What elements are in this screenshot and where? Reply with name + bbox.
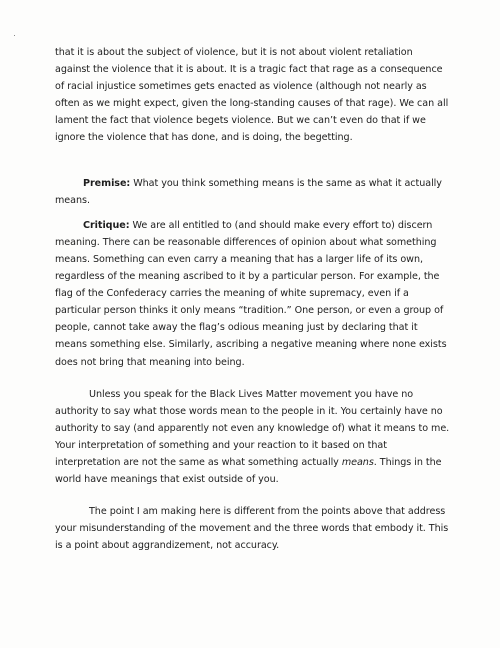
critique-label: Critique: (83, 219, 130, 231)
authority-text-after: . Things in the world have meanings that exist outside of you. (55, 456, 442, 486)
premise-label: Premise: (83, 177, 131, 189)
paragraph-point: The point I am making here is different from the points above that address your misunderstanding of the movement and the three words that embody it. This is a point about aggrandizement, not accuracy. (55, 506, 449, 552)
premise-text: What you think something means is the same as what it actually means. (55, 177, 442, 206)
authority-emphasis: means (341, 456, 374, 468)
paragraph-authority (55, 386, 450, 489)
document-body (55, 44, 450, 554)
authority-text-before: Unless you speak for the Black Lives Matter movement you have no authority to say what those words mean to the people in it. You certainly have no authority to say (and apparently not even any knowledge of) what it means to me. Your interpretation of something and your reaction to it based on that interpretation are not the same as what something actually (55, 388, 450, 468)
paragraph-violence: that it is about the subject of violence, but it is not about violent retaliation against the violence that it is about. It is a tragic fact that rage as a consequence of racial injustice sometimes gets enacted as violence (although not nearly as often as we might expect, given the long-standing causes of that rage). We can all lament the fact that violence begets violence. But we can’t even do that if we ignore the violence that has done, and is doing, the begetting. (55, 47, 449, 144)
critique-text: We are all entitled to (and should make every effort to) discern meaning. There can be reasonable differences of opinion about what something means. Something can even carry a meaning that has a larger life of its own, regardless of the meaning ascribed to it by a particular person. For example, the flag of the Confederacy carries the meaning of white supremacy, even if a particular person thinks it only means “tradition.” One person, or even a group of people, cannot take away the flag’s odious meaning just by declaring that it means something else. Similarly, ascribing a negative meaning where none exists does not bring that meaning into being. (55, 219, 447, 368)
scan-speck (14, 35, 15, 36)
paragraph-critique (55, 217, 450, 371)
paragraph-premise (55, 175, 450, 209)
